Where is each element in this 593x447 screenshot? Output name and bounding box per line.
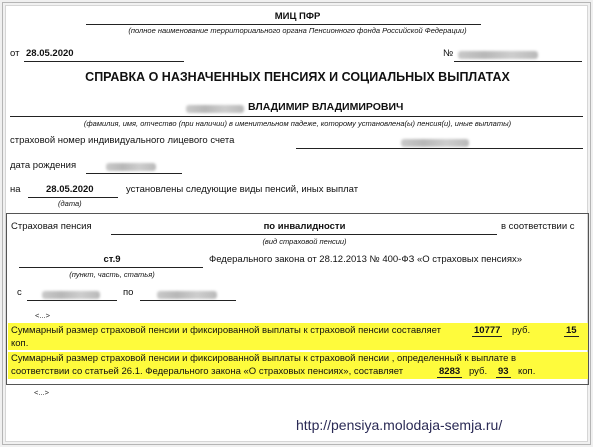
- redacted-to-date: [157, 291, 217, 299]
- on-date-value: 28.05.2020: [46, 184, 94, 195]
- on-date-underline: [28, 197, 118, 198]
- redacted-from-date: [42, 291, 100, 299]
- total2-rub-label: руб.: [469, 366, 488, 377]
- total2-text-line1: Суммарный размер страховой пенсии и фиксированной выплаты к страховой пенсии , определенный к выплате в: [11, 353, 517, 364]
- pension-type-underline: [111, 234, 497, 235]
- document-sheet: [5, 5, 588, 442]
- redacted-surname: [186, 105, 244, 113]
- pension-label: Страховая пенсия: [11, 221, 92, 232]
- date-caption: (дата): [58, 199, 82, 208]
- total2-text-line2: соответствии со статьей 26.1. Федерального закона «О страховых пенсиях», составляет: [11, 366, 404, 377]
- on-date-text: установлены следующие виды пенсий, иных выплат: [126, 184, 359, 195]
- snils-underline: [296, 148, 583, 149]
- to-underline: [140, 300, 236, 301]
- dob-underline: [86, 173, 182, 174]
- pension-box: [6, 213, 589, 385]
- from-date-underline: [24, 61, 184, 62]
- pension-type-caption: (вид страховой пенсии): [262, 237, 347, 246]
- from-underline: [27, 300, 117, 301]
- org-underline: [86, 24, 481, 25]
- to-label: по: [123, 287, 134, 298]
- org-name: МИЦ ПФР: [274, 11, 321, 22]
- redacted-number: [458, 51, 538, 59]
- law-reference: Федерального закона от 28.12.2013 № 400-ФЗ «О страховых пенсиях»: [209, 254, 523, 265]
- from-label: с: [17, 287, 22, 298]
- article-value: ст.9: [103, 254, 121, 265]
- name-underline: [10, 116, 583, 117]
- article-caption: (пункт, часть, статья): [69, 270, 155, 279]
- total1-kop: 15: [566, 325, 577, 336]
- number-prefix: №: [443, 48, 454, 59]
- snils-label: страховой номер индивидуального лицевого счета: [10, 135, 235, 146]
- total1-text: Суммарный размер страховой пенсии и фиксированной выплаты к страховой пенсии составляет: [11, 325, 441, 336]
- ellipsis-bottom: <...>: [34, 388, 50, 397]
- total1-kop-label: коп.: [11, 338, 29, 349]
- number-underline: [454, 61, 582, 62]
- total1-rub-label: руб.: [512, 325, 531, 336]
- dob-label: дата рождения: [10, 160, 77, 171]
- article-underline: [19, 267, 203, 268]
- ellipsis-top: <...>: [35, 311, 51, 320]
- according-label: в соответствии с: [501, 221, 575, 232]
- from-prefix: от: [10, 48, 20, 59]
- total2-kop-label: коп.: [518, 366, 536, 377]
- redacted-dob: [106, 163, 156, 171]
- document-title: СПРАВКА О НАЗНАЧЕННЫХ ПЕНСИЯХ И СОЦИАЛЬНЫХ ВЫПЛАТАХ: [85, 70, 510, 84]
- from-date: 28.05.2020: [26, 48, 74, 59]
- total2-kop: 93: [498, 366, 509, 377]
- name-caption: (фамилия, имя, отчество (при наличии) в именительном падеже, которому установлена(ы) пенсия(и), иные выплаты): [83, 119, 512, 128]
- watermark-url: http://pensiya.molodaja-semja.ru/: [296, 417, 503, 433]
- total1-rub: 10777: [474, 325, 501, 336]
- total2-rub: 8283: [439, 366, 461, 377]
- person-name: ВЛАДИМИР ВЛАДИМИРОВИЧ: [248, 101, 404, 113]
- pension-type: по инвалидности: [263, 221, 346, 232]
- on-date-prefix: на: [10, 184, 21, 195]
- org-caption: (полное наименование территориального органа Пенсионного фонда Российской Федерации): [128, 26, 467, 35]
- redacted-snils: [401, 139, 469, 147]
